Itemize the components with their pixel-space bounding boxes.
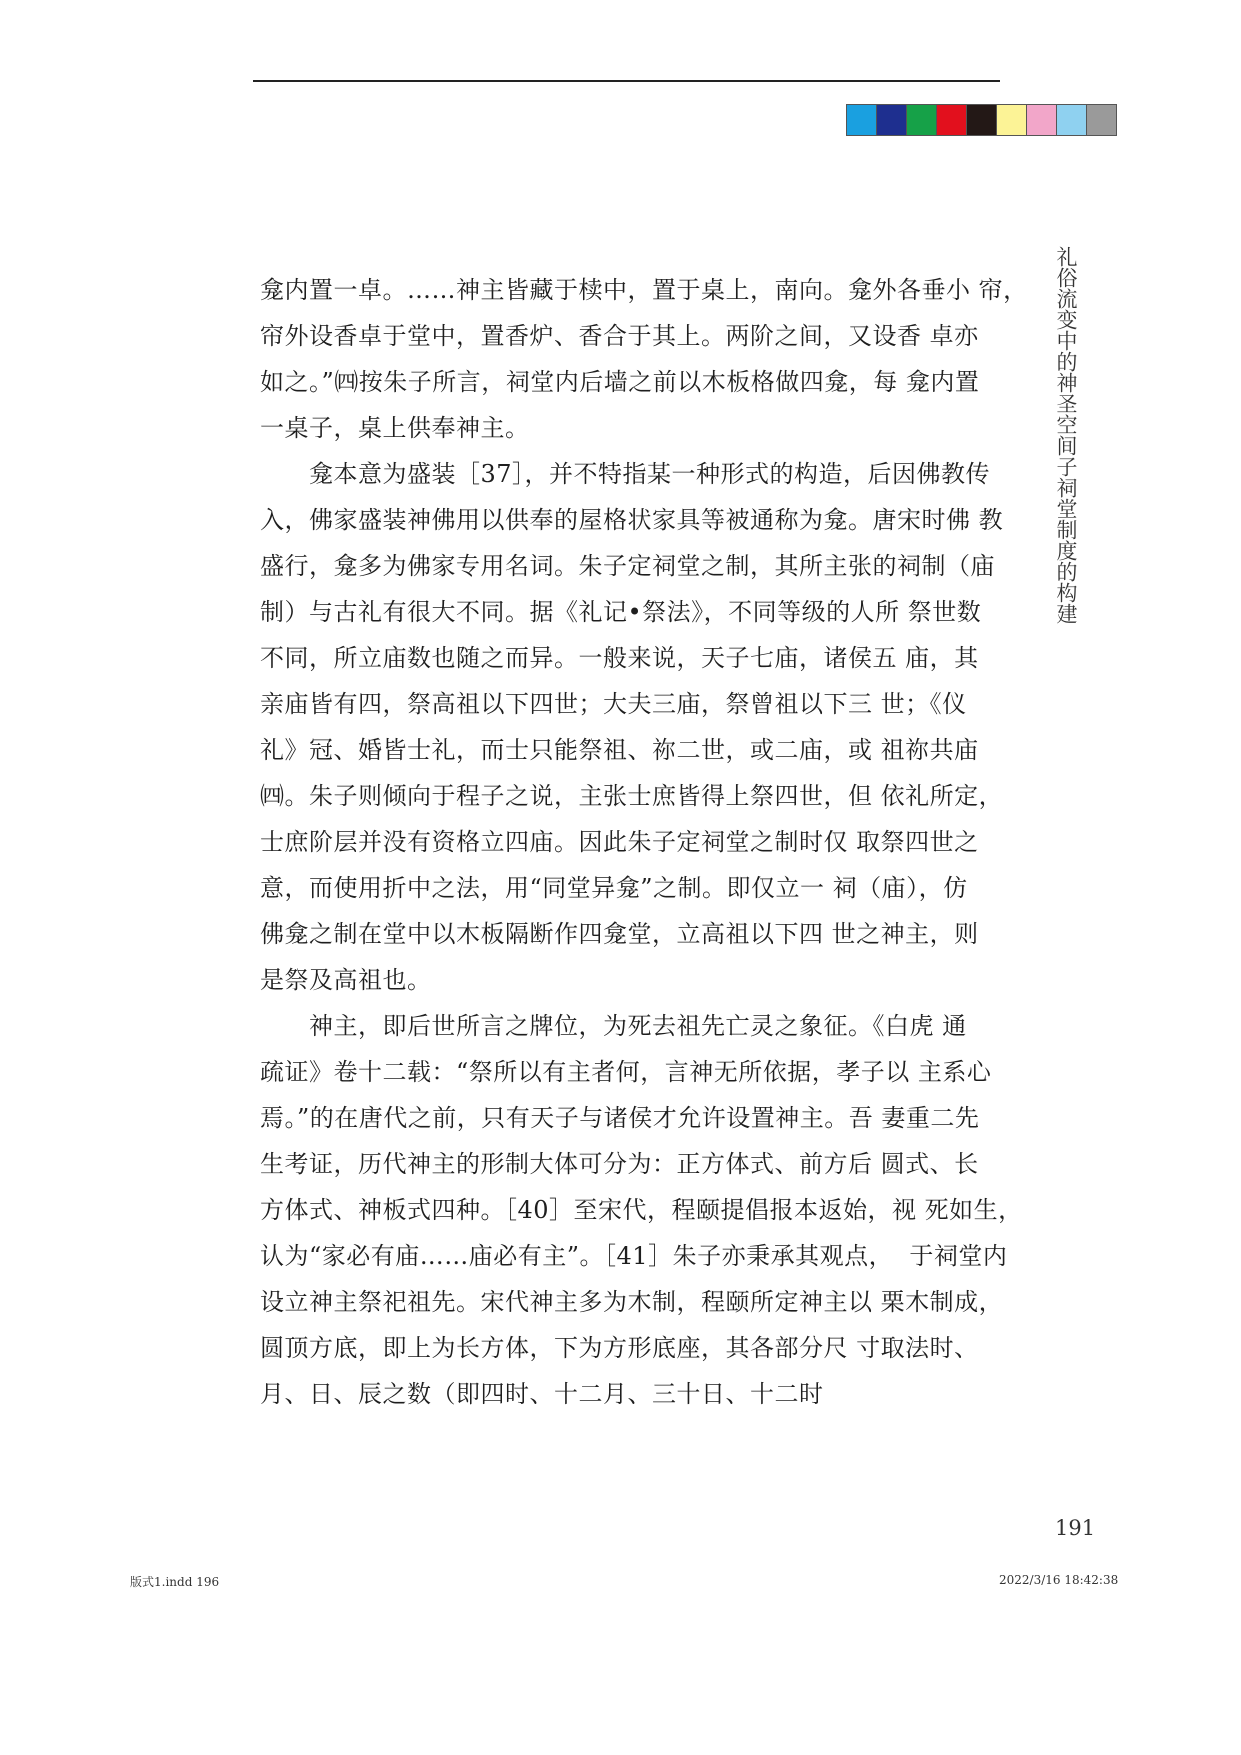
text-line: 不同，所立庙数也随之而异。一般来说，天子七庙，诸侯五 庙，其 <box>260 644 979 672</box>
text-line: 月、日、辰之数（即四时、十二月、三十日、十二时 <box>260 1380 824 1408</box>
text-line: 龛内置一卓。……神主皆藏于椟中，置于桌上，南向。龛外各垂小 帘， <box>260 276 1028 304</box>
print-color-bar <box>846 104 1117 136</box>
color-swatch <box>1057 105 1087 135</box>
text-line: 如之。”㈣按朱子所言，祠堂内后墙之前以木板格做四龛，每 龛内置 <box>260 368 980 396</box>
text-line: 士庶阶层并没有资格立四庙。因此朱子定祠堂之制时仅 取祭四世之 <box>260 828 979 856</box>
text-line: 是祭及高祖也。 <box>260 966 432 994</box>
text-line: 入，佛家盛装神佛用以供奉的屋格状家具等被通称为龛。唐宋时佛 教 <box>260 506 1004 534</box>
color-swatch <box>847 105 877 135</box>
running-header-title: 礼俗流变中的神圣空间子祠堂制度的构建 <box>1054 246 1078 624</box>
text-line: 亲庙皆有四，祭高祖以下四世；大夫三庙，祭曾祖以下三 世；《仪 <box>260 690 967 718</box>
text-line: 生考证，历代神主的形制大体可分为：正方体式、前方后 圆式、长 <box>260 1150 979 1178</box>
text-line: 意，而使用折中之法，用“同堂异龛”之制。即仅立一 祠（庙），仿 <box>260 874 968 902</box>
color-swatch <box>937 105 967 135</box>
page-number: 191 <box>1055 1516 1096 1540</box>
color-swatch <box>997 105 1027 135</box>
footer-timestamp: 2022/3/16 18:42:38 <box>999 1573 1119 1587</box>
text-line: 礼》冠、婚皆士礼，而士只能祭祖、祢二世，或二庙，或 祖祢共庙 <box>260 736 979 764</box>
color-swatch <box>967 105 997 135</box>
color-swatch <box>1087 105 1116 135</box>
body-text <box>260 267 1028 1417</box>
text-line: 方体式、神板式四种。［40］至宋代，程颐提倡报本返始，视 死如生， <box>260 1196 1023 1224</box>
top-rule <box>253 80 1000 82</box>
color-swatch <box>1027 105 1057 135</box>
text-line: 佛龛之制在堂中以木板隔断作四龛堂，立高祖以下四 世之神主，则 <box>260 920 979 948</box>
color-swatch <box>877 105 907 135</box>
text-line: 帘外设香卓于堂中，置香炉、香合于其上。两阶之间，又设香 卓亦 <box>260 322 979 350</box>
color-swatch <box>907 105 937 135</box>
text-line: 圆顶方底，即上为长方体，下为方形底座，其各部分尺 寸取法时、 <box>260 1334 979 1362</box>
text-line: 龛本意为盛装［37］，并不特指某一种形式的构造，后因佛教传 <box>260 460 991 488</box>
footer-filename: 版式1.indd 196 <box>130 1575 220 1589</box>
text-line: 盛行，龛多为佛家专用名词。朱子定祠堂之制，其所主张的祠制（庙 <box>260 552 995 580</box>
text-line: 神主，即后世所言之牌位，为死去祖先亡灵之象征。《白虎 通 <box>260 1012 967 1040</box>
text-line: ㈣。朱子则倾向于程子之说，主张士庶皆得上祭四世，但 依礼所定， <box>260 782 1004 810</box>
text-line: 焉。”的在唐代之前，只有天子与诸侯才允许设置神主。吾 妻重二先 <box>260 1104 980 1132</box>
text-line: 一桌子，桌上供奉神主。 <box>260 414 530 442</box>
text-line: 认为“家必有庙……庙必有主”。［41］朱子亦秉承其观点， 于祠堂内 <box>260 1242 1008 1270</box>
text-line: 疏证》卷十二载：“祭所以有主者何，言神无所依据，孝子以 主系心 <box>260 1058 992 1086</box>
text-line: 制）与古礼有很大不同。据《礼记•祭法》，不同等级的人所 祭世数 <box>260 598 982 626</box>
text-line: 设立神主祭祀祖先。宋代神主多为木制，程颐所定神主以 栗木制成， <box>260 1288 1004 1316</box>
